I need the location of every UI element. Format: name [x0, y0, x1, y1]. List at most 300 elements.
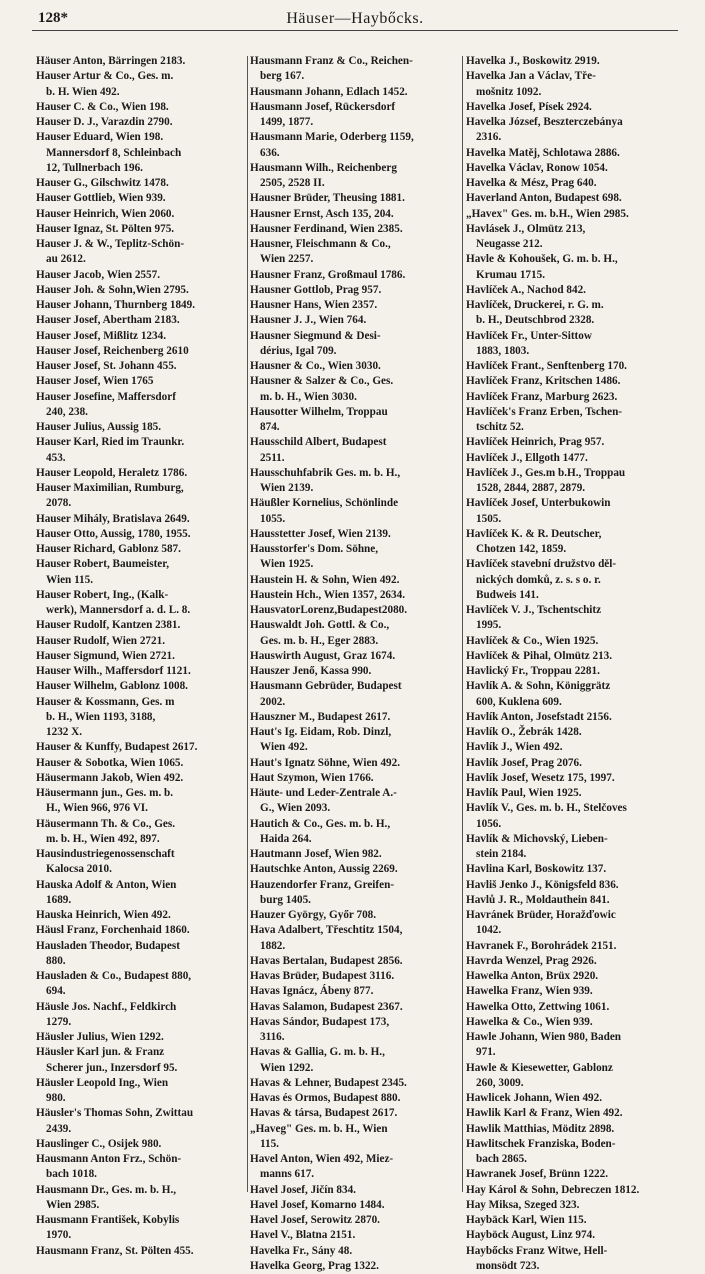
entry-name-line: Havlíček A., Nachod 842.	[476, 283, 676, 298]
entry-continuation-line: 115.	[260, 1137, 460, 1152]
entry-name-line: Hauszner M., Budapest 2617.	[260, 710, 460, 725]
entry-continuation-line: berg 167.	[260, 69, 460, 84]
directory-entry	[36, 969, 246, 1000]
directory-entry	[250, 603, 460, 618]
entry-name-line: Havelka Matěj, Schlotawa 2886.	[476, 146, 676, 161]
entry-name-line: Hauser Johann, Thurnberg 1849.	[46, 298, 246, 313]
entry-name-line: Havlíček & Pihal, Olmütz 213.	[476, 649, 676, 664]
column-divider	[247, 56, 248, 1192]
directory-entry	[250, 1213, 460, 1228]
entry-name-line: Hauser Robert, Ing., (Kalk-	[46, 588, 246, 603]
directory-entry	[36, 878, 246, 909]
entry-name-line: Hautschke Anton, Aussig 2269.	[260, 862, 460, 877]
entry-continuation-line: Scherer jun., Inzersdorf 95.	[46, 1061, 246, 1076]
entry-name-line: Havelka J., Boskowitz 2919.	[476, 54, 676, 69]
entry-name-line: Havlík Anton, Josefstadt 2156.	[476, 710, 676, 725]
entry-name-line: Hauser G., Gilschwitz 1478.	[46, 176, 246, 191]
entry-name-line: Hauser Jacob, Wien 2557.	[46, 268, 246, 283]
directory-entry	[250, 573, 460, 588]
directory-entry	[466, 1122, 676, 1137]
entry-continuation-line: 1970.	[46, 1228, 246, 1243]
directory-entry	[36, 344, 246, 359]
directory-entry	[36, 420, 246, 435]
entry-name-line: Hausner Hans, Wien 2357.	[260, 298, 460, 313]
entry-continuation-line: 2439.	[46, 1122, 246, 1137]
directory-entry	[466, 69, 676, 100]
entry-name-line: Hausstetter Josef, Wien 2139.	[260, 527, 460, 542]
entry-continuation-line: Wien 492.	[260, 740, 460, 755]
entry-name-line: Hauser Josef, St. Johann 455.	[46, 359, 246, 374]
directory-entry	[466, 1137, 676, 1168]
entry-name-line: Havas Brüder, Budapest 3116.	[260, 969, 460, 984]
directory-entry	[36, 740, 246, 755]
entry-name-line: Havelka Fr., Sány 48.	[260, 1244, 460, 1259]
directory-entry	[36, 664, 246, 679]
directory-entry	[250, 100, 460, 131]
entry-continuation-line: Wien 1292.	[260, 1061, 460, 1076]
entry-name-line: Hauser Josef, Abertham 2183.	[46, 313, 246, 328]
directory-entry	[36, 466, 246, 481]
directory-entry	[36, 618, 246, 633]
directory-entry	[466, 527, 676, 558]
directory-entry	[250, 817, 460, 848]
directory-entry	[36, 695, 246, 741]
entry-name-line: „Havex" Ges. m. b.H., Wien 2985.	[476, 207, 676, 222]
entry-continuation-line: 2505, 2528 II.	[260, 176, 460, 191]
entry-name-line: Haustein Hch., Wien 1357, 2634.	[260, 588, 460, 603]
entry-name-line: Havlíček stavební družstvo děl-	[476, 557, 676, 572]
directory-entry	[466, 664, 676, 679]
directory-entry	[466, 634, 676, 649]
entry-name-line: „Haveg" Ges. m. b. H., Wien	[260, 1122, 460, 1137]
entry-name-line: Havas & Lehner, Budapest 2345.	[260, 1076, 460, 1091]
directory-entry	[250, 1122, 460, 1153]
entry-continuation-line: b. H. Wien 492.	[46, 85, 246, 100]
directory-entry	[36, 786, 246, 817]
entry-continuation-line: Mannersdorf 8, Schleinbach	[46, 146, 246, 161]
directory-entry	[466, 1091, 676, 1106]
entry-name-line: Hauser D. J., Varazdin 2790.	[46, 115, 246, 130]
entry-continuation-line: 1499, 1877.	[260, 115, 460, 130]
entry-name-line: Havelka Georg, Prag 1322.	[260, 1259, 460, 1274]
directory-entry	[466, 725, 676, 740]
directory-entry	[36, 649, 246, 664]
directory-entry	[36, 1183, 246, 1214]
entry-continuation-line: Kalocsa 2010.	[46, 862, 246, 877]
entry-name-line: Hawlicek Johann, Wien 492.	[476, 1091, 676, 1106]
directory-entry	[466, 878, 676, 893]
entry-name-line: Haut's Ig. Eidam, Rob. Dinzl,	[260, 725, 460, 740]
directory-entry	[36, 817, 246, 848]
directory-entry	[250, 1198, 460, 1213]
directory-entry	[36, 359, 246, 374]
entry-name-line: Hava Adalbert, Třeschtitz 1504,	[260, 923, 460, 938]
entry-name-line: Hauser Wilh., Maffersdorf 1121.	[46, 664, 246, 679]
entry-name-line: Hausmann Wilh., Reichenberg	[260, 161, 460, 176]
directory-entry	[466, 329, 676, 360]
entry-name-line: Hay Károl & Sohn, Debreczen 1812.	[476, 1183, 676, 1198]
directory-entry	[250, 649, 460, 664]
entry-name-line: Hawlik Karl & Franz, Wien 492.	[476, 1106, 676, 1121]
directory-entry	[466, 451, 676, 466]
directory-entry	[250, 725, 460, 756]
entry-continuation-line: au 2612.	[46, 252, 246, 267]
entry-name-line: Havel Josef, Jičín 834.	[260, 1183, 460, 1198]
directory-entry	[250, 862, 460, 877]
entry-name-line: Havel Josef, Serowitz 2870.	[260, 1213, 460, 1228]
directory-entry	[250, 496, 460, 527]
entry-name-line: Hausner Siegmund & Desi-	[260, 329, 460, 344]
entry-name-line: Havlík Josef, Prag 2076.	[476, 756, 676, 771]
directory-entry	[250, 54, 460, 85]
entry-name-line: Hawle Johann, Wien 980, Baden	[476, 1030, 676, 1045]
entry-name-line: Havlíček Heinrich, Prag 957.	[476, 435, 676, 450]
directory-entry	[250, 1152, 460, 1183]
column-3	[466, 54, 676, 1194]
entry-continuation-line: mošnitz 1092.	[476, 85, 676, 100]
directory-entry	[250, 679, 460, 710]
entry-name-line: Havlík Paul, Wien 1925.	[476, 786, 676, 801]
entry-name-line: Hawelka Anton, Brüx 2920.	[476, 969, 676, 984]
directory-entry	[250, 908, 460, 923]
entry-name-line: Havas & Gallia, G. m. b. H.,	[260, 1045, 460, 1060]
entry-name-line: Häusl Franz, Forchenhaid 1860.	[46, 923, 246, 938]
directory-entry	[36, 390, 246, 421]
directory-entry	[466, 740, 676, 755]
entry-continuation-line: monsödt 723.	[476, 1259, 676, 1274]
directory-entry	[250, 710, 460, 725]
entry-name-line: Häute- und Leder-Zentrale A.-	[260, 786, 460, 801]
entry-name-line: Havranek F., Borohrádek 2151.	[476, 939, 676, 954]
entry-name-line: Havránek Brüder, Horažďowic	[476, 908, 676, 923]
directory-entry	[36, 69, 246, 100]
entry-name-line: Haybőcks Franz Witwe, Hell-	[476, 1244, 676, 1259]
directory-entry	[250, 161, 460, 192]
entry-name-line: Havlíček J., Ges.m b.H., Troppau	[476, 466, 676, 481]
directory-entry	[250, 237, 460, 268]
entry-name-line: Havelka Jan a Václav, Tře-	[476, 69, 676, 84]
directory-entry	[36, 329, 246, 344]
directory-entry	[250, 1244, 460, 1259]
directory-entry	[250, 923, 460, 954]
entry-continuation-line: 2316.	[476, 130, 676, 145]
directory-entry	[36, 1152, 246, 1183]
directory-entry	[466, 100, 676, 115]
entry-name-line: Hauser Richard, Gablonz 587.	[46, 542, 246, 557]
entry-continuation-line: Haida 264.	[260, 832, 460, 847]
directory-entry	[250, 878, 460, 909]
entry-name-line: Haut Szymon, Wien 1766.	[260, 771, 460, 786]
entry-name-line: Hauser Josefine, Maffersdorf	[46, 390, 246, 405]
directory-entry	[36, 130, 246, 176]
directory-entry	[250, 329, 460, 360]
entry-name-line: Havlíček J., Ellgoth 1477.	[476, 451, 676, 466]
directory-entry	[36, 1030, 246, 1045]
entry-name-line: Hausmann Franz, St. Pölten 455.	[46, 1244, 246, 1259]
directory-entry	[250, 298, 460, 313]
directory-entry	[250, 466, 460, 497]
directory-entry	[466, 222, 676, 253]
directory-entry	[36, 191, 246, 206]
entry-continuation-line: manns 617.	[260, 1167, 460, 1182]
entry-name-line: Hawranek Josef, Brünn 1222.	[476, 1167, 676, 1182]
entry-continuation-line: 1042.	[476, 923, 676, 938]
entry-name-line: Hawelka Otto, Zettwing 1061.	[476, 1000, 676, 1015]
entry-name-line: Hausner & Co., Wien 3030.	[260, 359, 460, 374]
entry-continuation-line: nických domků, z. s. s o. r.	[476, 573, 676, 588]
entry-continuation-line: 1232 X.	[46, 725, 246, 740]
column-divider	[462, 56, 463, 1192]
entry-name-line: Hauser Artur & Co., Ges. m.	[46, 69, 246, 84]
entry-name-line: Hausner Ernst, Asch 135, 204.	[260, 207, 460, 222]
entry-name-line: Havle & Kohoušek, G. m. b. H.,	[476, 252, 676, 267]
entry-name-line: Havlík Josef, Wesetz 175, 1997.	[476, 771, 676, 786]
directory-entry	[36, 115, 246, 130]
directory-entry	[36, 268, 246, 283]
entry-name-line: Hauser Ignaz, St. Pölten 975.	[46, 222, 246, 237]
entry-continuation-line: m. b. H., Wien 492, 897.	[46, 832, 246, 847]
directory-entry	[36, 923, 246, 938]
entry-continuation-line: 1883, 1803.	[476, 344, 676, 359]
directory-entry	[250, 969, 460, 984]
entry-name-line: Hausmann Anton Frz., Schön-	[46, 1152, 246, 1167]
directory-entry	[466, 298, 676, 329]
entry-continuation-line: 1995.	[476, 618, 676, 633]
entry-name-line: Havas Salamon, Budapest 2367.	[260, 1000, 460, 1015]
entry-name-line: Havlíček & Co., Wien 1925.	[476, 634, 676, 649]
entry-name-line: Hausmann Josef, Rückersdorf	[260, 100, 460, 115]
entry-name-line: Hauser Otto, Aussig, 1780, 1955.	[46, 527, 246, 542]
entry-name-line: Hausner & Salzer & Co., Ges.	[260, 374, 460, 389]
directory-entry	[250, 786, 460, 817]
entry-name-line: Havas & társa, Budapest 2617.	[260, 1106, 460, 1121]
entry-name-line: Häusler's Thomas Sohn, Zwittau	[46, 1106, 246, 1121]
entry-name-line: Haut's Ignatz Söhne, Wien 492.	[260, 756, 460, 771]
entry-name-line: Hawlik Matthias, Möditz 2898.	[476, 1122, 676, 1137]
entry-continuation-line: 971.	[476, 1045, 676, 1060]
directory-entry	[466, 1183, 676, 1198]
directory-entry	[250, 130, 460, 161]
entry-name-line: Havlíček's Franz Erben, Tschen-	[476, 405, 676, 420]
directory-entry	[466, 1030, 676, 1061]
entry-name-line: Hautmann Josef, Wien 982.	[260, 847, 460, 862]
entry-continuation-line: Budweis 141.	[476, 588, 676, 603]
entry-name-line: Havlík A. & Sohn, Königgrätz	[476, 679, 676, 694]
directory-entry	[250, 405, 460, 436]
directory-entry	[250, 313, 460, 328]
directory-entry	[36, 557, 246, 588]
directory-entry	[466, 207, 676, 222]
directory-entry	[250, 588, 460, 603]
entry-name-line: Hauska Adolf & Anton, Wien	[46, 878, 246, 893]
directory-entry	[250, 542, 460, 573]
directory-entry	[466, 862, 676, 877]
directory-entry	[36, 1045, 246, 1076]
directory-entry	[466, 435, 676, 450]
entry-name-line: Hauser Josef, Wien 1765	[46, 374, 246, 389]
directory-entry	[466, 146, 676, 161]
directory-entry	[466, 1244, 676, 1274]
directory-entry	[466, 1106, 676, 1121]
directory-entry	[250, 1015, 460, 1046]
entry-continuation-line: 694.	[46, 984, 246, 999]
entry-name-line: Havas és Ormos, Budapest 880.	[260, 1091, 460, 1106]
entry-name-line: Hawelka Franz, Wien 939.	[476, 984, 676, 999]
directory-entry	[250, 435, 460, 466]
directory-entry	[466, 374, 676, 389]
entry-continuation-line: 980.	[46, 1091, 246, 1106]
directory-entry	[466, 908, 676, 939]
directory-entry	[250, 984, 460, 999]
directory-entry	[250, 222, 460, 237]
entry-name-line: Hauszer Jenő, Kassa 990.	[260, 664, 460, 679]
entry-continuation-line: 1505.	[476, 512, 676, 527]
entry-name-line: Hausner Gottlob, Prag 957.	[260, 283, 460, 298]
directory-entry	[466, 954, 676, 969]
directory-entry	[466, 252, 676, 283]
directory-entry	[250, 85, 460, 100]
entry-continuation-line: 1528, 2844, 2887, 2879.	[476, 481, 676, 496]
entry-name-line: Havel V., Blatna 2151.	[260, 1228, 460, 1243]
entry-name-line: Häusermann Jakob, Wien 492.	[46, 771, 246, 786]
entry-name-line: Hauser Josef, Mißlitz 1234.	[46, 329, 246, 344]
entry-name-line: Havlíček Franz, Kritschen 1486.	[476, 374, 676, 389]
entry-continuation-line: Krumau 1715.	[476, 268, 676, 283]
entry-continuation-line: G., Wien 2093.	[260, 801, 460, 816]
directory-entry	[250, 374, 460, 405]
directory-entry	[250, 664, 460, 679]
entry-name-line: Hauser Sigmund, Wien 2721.	[46, 649, 246, 664]
directory-entry	[250, 1000, 460, 1015]
entry-continuation-line: stein 2184.	[476, 847, 676, 862]
entry-continuation-line: 1055.	[260, 512, 460, 527]
page-header	[32, 8, 678, 31]
entry-continuation-line: 240, 238.	[46, 405, 246, 420]
directory-entry	[466, 1000, 676, 1015]
directory-entry	[250, 618, 460, 649]
column-1	[36, 54, 246, 1194]
entry-name-line: Hausschuhfabrik Ges. m. b. H.,	[260, 466, 460, 481]
directory-entry	[36, 176, 246, 191]
entry-name-line: Havlíček Fr., Unter-Sittow	[476, 329, 676, 344]
entry-name-line: Hausner Franz, Großmaul 1786.	[260, 268, 460, 283]
entry-continuation-line: 453.	[46, 451, 246, 466]
entry-name-line: HausvatorLorenz,Budapest2080.	[260, 603, 460, 618]
entry-name-line: Hauser Gottlieb, Wien 939.	[46, 191, 246, 206]
entry-name-line: Hausner Ferdinand, Wien 2385.	[260, 222, 460, 237]
entry-name-line: Havelka Václav, Ronow 1054.	[476, 161, 676, 176]
directory-entry	[36, 481, 246, 512]
entry-continuation-line: Wien 2257.	[260, 252, 460, 267]
directory-entry	[466, 969, 676, 984]
entry-name-line: Hausner Brüder, Theusing 1881.	[260, 191, 460, 206]
directory-entry	[466, 771, 676, 786]
directory-entry	[466, 832, 676, 863]
page-number: 128*	[38, 10, 68, 27]
directory-entry	[36, 283, 246, 298]
directory-entry	[466, 496, 676, 527]
entry-name-line: Hauser Robert, Baumeister,	[46, 557, 246, 572]
entry-name-line: Hausmann Johann, Edlach 1452.	[260, 85, 460, 100]
entry-continuation-line: Wien 2985.	[46, 1198, 246, 1213]
entry-name-line: Hausmann Gebrüder, Budapest	[260, 679, 460, 694]
entry-name-line: Hauser Rudolf, Wien 2721.	[46, 634, 246, 649]
entry-name-line: Hauzer György, Győr 708.	[260, 908, 460, 923]
entry-continuation-line: 1056.	[476, 817, 676, 832]
entry-continuation-line: bach 2865.	[476, 1152, 676, 1167]
entry-name-line: Havlíček V. J., Tschentschitz	[476, 603, 676, 618]
entry-name-line: Hauser Maximilian, Rumburg,	[46, 481, 246, 496]
entry-continuation-line: b. H., Wien 1193, 3188,	[46, 710, 246, 725]
directory-entry	[36, 527, 246, 542]
directory-entry	[36, 512, 246, 527]
entry-name-line: Hawle & Kiesewetter, Gablonz	[476, 1061, 676, 1076]
directory-entry	[250, 1183, 460, 1198]
directory-entry	[36, 100, 246, 115]
entry-continuation-line: H., Wien 966, 976 VI.	[46, 801, 246, 816]
directory-entry	[36, 435, 246, 466]
entry-continuation-line: Chotzen 142, 1859.	[476, 542, 676, 557]
directory-entry	[466, 283, 676, 298]
directory-entry	[36, 313, 246, 328]
entry-name-line: Hauser C. & Co., Wien 198.	[46, 100, 246, 115]
directory-entry	[466, 1167, 676, 1182]
directory-entry	[36, 54, 246, 69]
entry-name-line: Havlík O., Žebrák 1428.	[476, 725, 676, 740]
directory-entry	[36, 588, 246, 619]
entry-continuation-line: 1882.	[260, 939, 460, 954]
directory-entry	[250, 527, 460, 542]
entry-name-line: Hawelka & Co., Wien 939.	[476, 1015, 676, 1030]
entry-name-line: Havlíček Josef, Unterbukowin	[476, 496, 676, 511]
directory-entry	[466, 466, 676, 497]
directory-entry	[250, 283, 460, 298]
entry-name-line: Havlík V., Ges. m. b. H., Stelčoves	[476, 801, 676, 816]
entry-name-line: Hauska Heinrich, Wien 492.	[46, 908, 246, 923]
directory-entry	[36, 298, 246, 313]
entry-name-line: Havelka Josef, Písek 2924.	[476, 100, 676, 115]
entry-name-line: Häusermann Th. & Co., Ges.	[46, 817, 246, 832]
entry-name-line: Havlásek J., Olmütz 213,	[476, 222, 676, 237]
entry-name-line: Hausmann Franz & Co., Reichen-	[260, 54, 460, 69]
directory-entry	[250, 954, 460, 969]
entry-name-line: Hauslinger C., Osijek 980.	[46, 1137, 246, 1152]
directory-entry	[466, 710, 676, 725]
entry-name-line: Havlíček Franz, Marburg 2623.	[476, 390, 676, 405]
entry-continuation-line: 636.	[260, 146, 460, 161]
directory-entry	[36, 756, 246, 771]
entry-name-line: Havlů J. R., Moldauthein 841.	[476, 893, 676, 908]
entry-name-line: Häusler Julius, Wien 1292.	[46, 1030, 246, 1045]
directory-entry	[466, 984, 676, 999]
entry-name-line: Hauzendorfer Franz, Greifen-	[260, 878, 460, 893]
entry-name-line: Hauser Josef, Reichenberg 2610	[46, 344, 246, 359]
entry-name-line: Häusle Jos. Nachf., Feldkirch	[46, 1000, 246, 1015]
directory-entry	[466, 557, 676, 603]
directory-entry	[466, 115, 676, 146]
entry-name-line: Hauser Eduard, Wien 198.	[46, 130, 246, 145]
entry-name-line: Häußler Kornelius, Schönlinde	[260, 496, 460, 511]
directory-entry	[250, 1228, 460, 1243]
entry-name-line: Hauser & Kunffy, Budapest 2617.	[46, 740, 246, 755]
directory-entry	[466, 939, 676, 954]
directory-entry	[36, 1244, 246, 1259]
directory-entry	[466, 1213, 676, 1228]
entry-name-line: Havlík J., Wien 492.	[476, 740, 676, 755]
directory-entry	[250, 268, 460, 283]
entry-name-line: Häuser Anton, Bärringen 2183.	[46, 54, 246, 69]
directory-entry	[36, 847, 246, 878]
